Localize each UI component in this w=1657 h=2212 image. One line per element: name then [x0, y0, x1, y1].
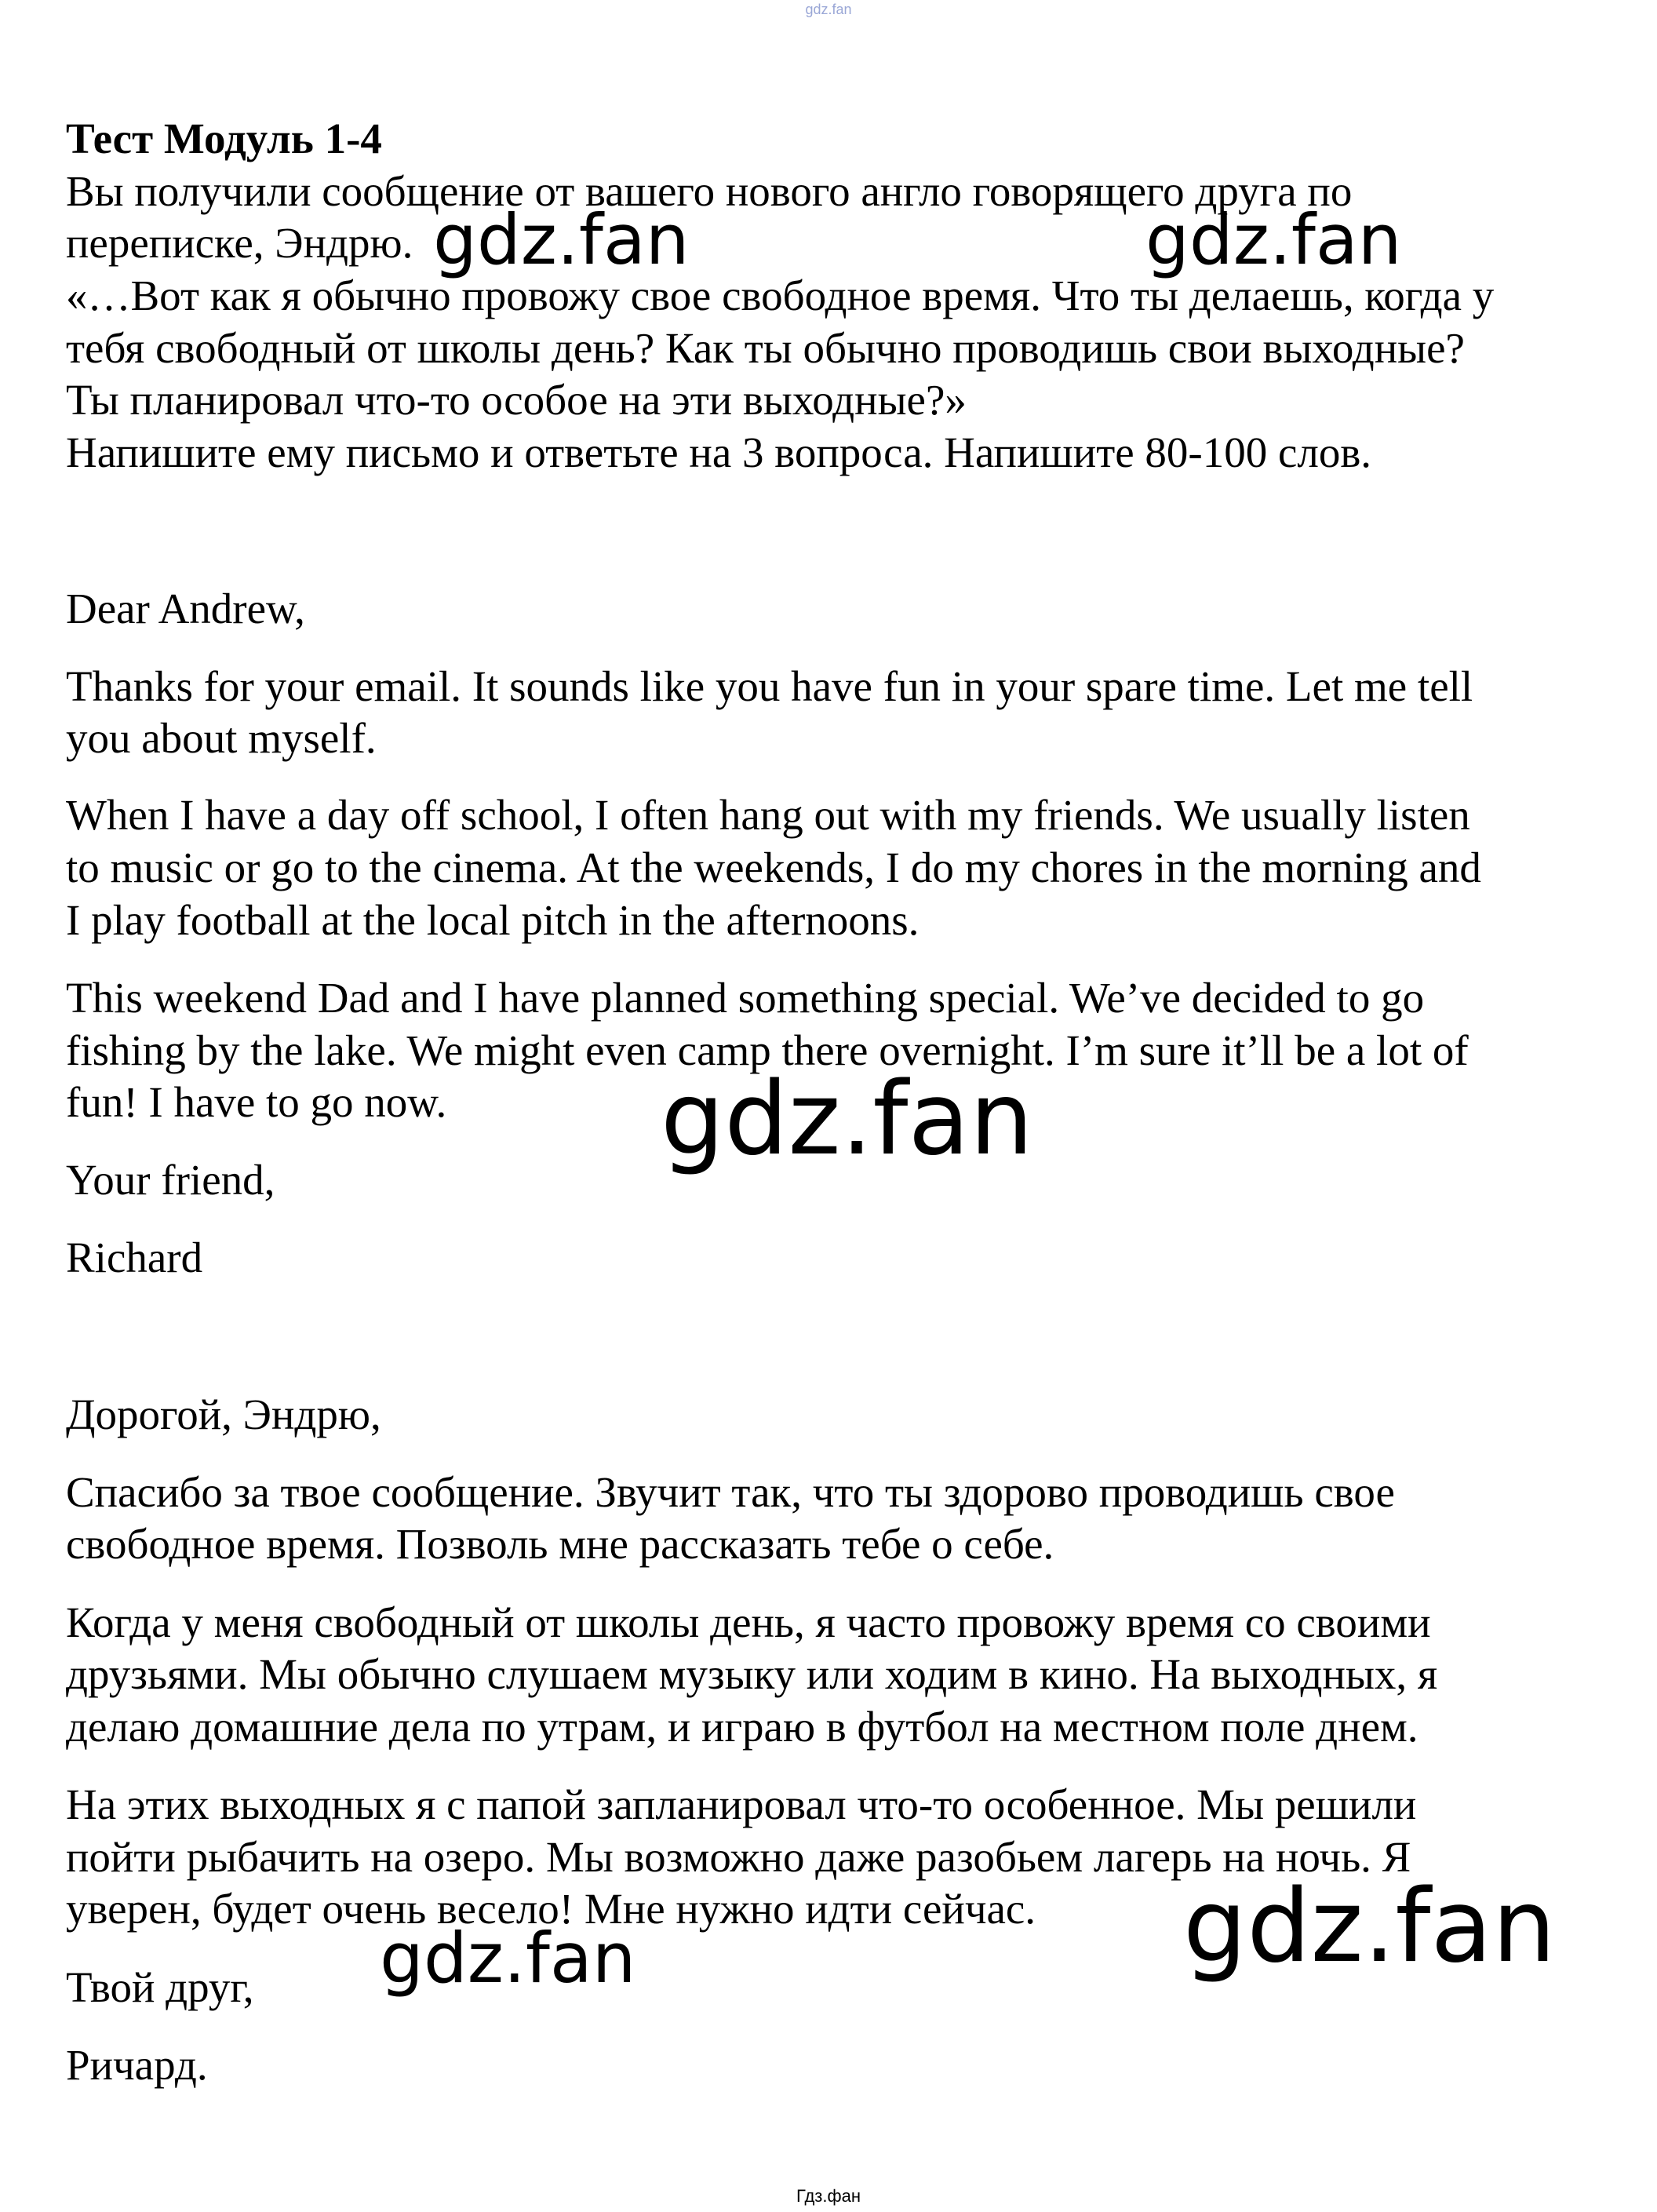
watermark: gdz.fan	[1183, 1868, 1556, 1985]
task-line: Напишите ему письмо и ответьте на 3 вопроса. Напишите 80-100 слов.	[66, 428, 1372, 476]
letter-en-paragraph-line: Thanks for your email. It sounds like you have fun in your spare time. Let me tell	[66, 662, 1473, 710]
letter-en-paragraph-line: When I have a day off school, I often hang out with my friends. We usually listen	[66, 791, 1470, 839]
letter-ru-paragraph-line: свободное время. Позволь мне рассказать тебе о себе.	[66, 1520, 1054, 1568]
task-line: «…Вот как я обычно провожу свое свободное время. Что ты делаешь, когда у	[66, 271, 1495, 319]
task-line: Вы получили сообщение от вашего нового англо говорящего друга по	[66, 167, 1353, 215]
letter-en-paragraph-line: fishing by the lake. We might even camp there overnight. I’m sure it’ll be a lot of	[66, 1026, 1469, 1074]
letter-ru-signature: Ричард.	[66, 2041, 208, 2089]
top-watermark: gdz.fan	[805, 2, 852, 17]
letter-en-signature: Richard	[66, 1234, 203, 1281]
letter-en-paragraph-line: I play football at the local pitch in the afternoons.	[66, 896, 920, 944]
letter-ru-paragraph-line: делаю домашние дела по утрам, и играю в футбол на местном поле днем.	[66, 1703, 1418, 1751]
letter-ru-paragraph-line: Спасибо за твое сообщение. Звучит так, что ты здорово проводишь свое	[66, 1468, 1395, 1516]
letter-en-paragraph-line: This weekend Dad and I have planned something special. We’ve decided to go	[66, 974, 1425, 1022]
letter-en-paragraph-line: you about myself.	[66, 714, 377, 762]
letter-ru-greeting: Дорогой, Эндрю,	[66, 1390, 381, 1438]
page-footer: Гдз.фан	[796, 2186, 861, 2206]
task-line: Ты планировал что-то особое на эти выходные?»	[66, 376, 967, 424]
letter-en-paragraph-line: fun! I have to go now.	[66, 1078, 447, 1126]
letter-en-paragraph-line: to music or go to the cinema. At the weekends, I do my chores in the morning and	[66, 844, 1481, 891]
letter-ru-paragraph-line: пойти рыбачить на озеро. Мы возможно даже разобьем лагерь на ночь. Я	[66, 1833, 1411, 1881]
watermark: gdz.fan	[661, 1061, 1033, 1178]
letter-en-closing: Your friend,	[66, 1156, 275, 1204]
watermark: gdz.fan	[433, 199, 690, 280]
task-line: тебя свободный от школы день? Как ты обычно проводишь свои выходные?	[66, 324, 1465, 372]
watermark: gdz.fan	[1145, 199, 1402, 280]
watermark: gdz.fan	[380, 1918, 636, 1999]
letter-en-greeting: Dear Andrew,	[66, 585, 305, 632]
letter-ru-paragraph-line: На этих выходных я с папой запланировал что-то особенное. Мы решили	[66, 1780, 1417, 1828]
letter-ru-paragraph-line: Когда у меня свободный от школы день, я часто провожу время со своими	[66, 1598, 1431, 1646]
letter-ru-paragraph-line: уверен, будет очень весело! Мне нужно идти сейчас.	[66, 1885, 1036, 1933]
letter-ru-closing: Твой друг,	[66, 1963, 254, 2011]
task-title: Тест Модуль 1-4	[66, 115, 382, 162]
letter-ru-paragraph-line: друзьями. Мы обычно слушаем музыку или ходим в кино. На выходных, я	[66, 1650, 1438, 1698]
task-line: переписке, Эндрю.	[66, 219, 413, 267]
